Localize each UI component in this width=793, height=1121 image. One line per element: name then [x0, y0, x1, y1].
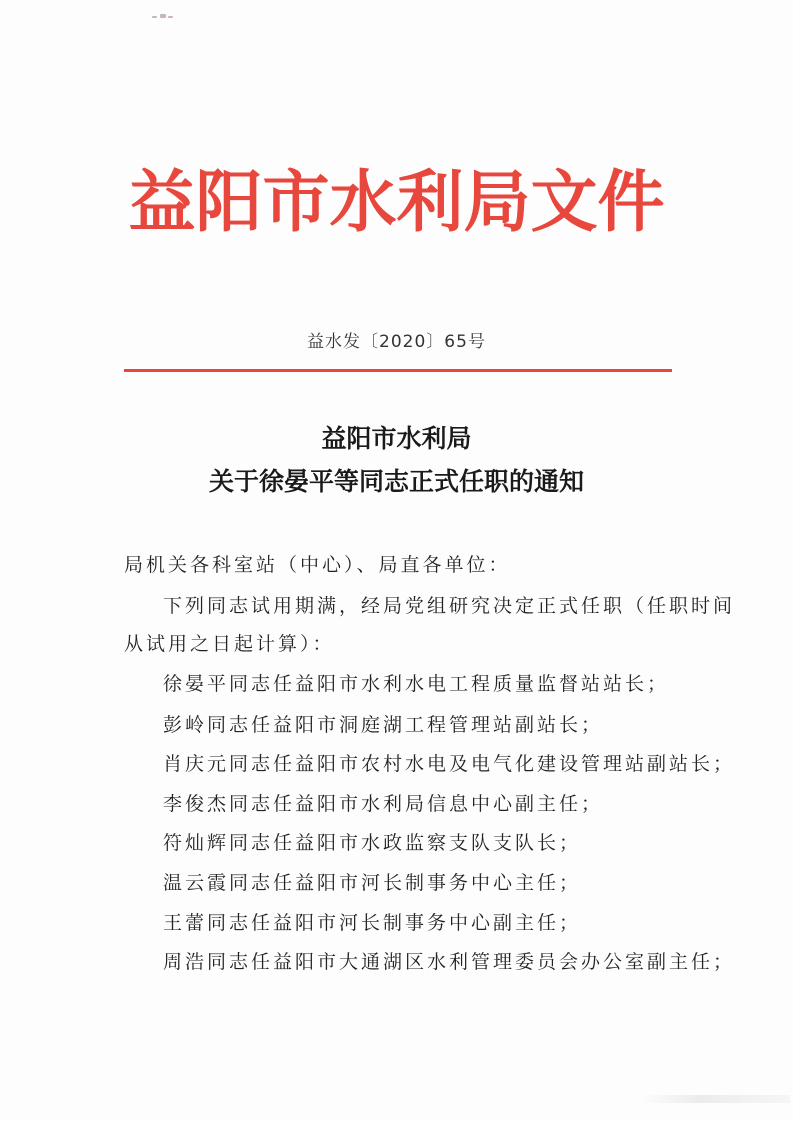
scan-artifact-bottom [640, 1095, 790, 1103]
appointment-item: 符灿辉同志任益阳市水政监察支队支队长； [163, 832, 582, 854]
appointment-item: 徐晏平同志任益阳市水利水电工程质量监督站站长； [163, 673, 670, 695]
letterhead-title: 益阳市水利局文件 [128, 162, 665, 241]
appointment-item: 肖庆元同志任益阳市农村水电及电气化建设管理站副站长； [163, 753, 736, 775]
intro-paragraph-line1: 下列同志试用期满，经局党组研究决定正式任职（任职时间 [163, 595, 736, 617]
document-number: 益水发〔2020〕65号 [307, 332, 486, 352]
notice-title-line2: 关于徐晏平等同志正式任职的通知 [208, 467, 584, 496]
red-divider-line [124, 369, 672, 372]
intro-paragraph-line2: 从试用之日起计算）： [124, 633, 335, 655]
appointment-item: 王蕾同志任益阳市河长制事务中心副主任； [163, 912, 582, 934]
appointment-item: 周浩同志任益阳市大通湖区水利管理委员会办公室副主任； [163, 951, 736, 973]
appointment-item: 温云霞同志任益阳市河长制事务中心主任； [163, 872, 582, 894]
addressee: 局机关各科室站（中心）、局直各单位： [124, 554, 511, 576]
notice-title-line1: 益阳市水利局 [321, 424, 472, 453]
appointment-item: 彭岭同志任益阳市洞庭湖工程管理站副站长； [163, 714, 604, 736]
appointment-item: 李俊杰同志任益阳市水利局信息中心副主任； [163, 793, 604, 815]
scan-artifact [152, 12, 174, 22]
